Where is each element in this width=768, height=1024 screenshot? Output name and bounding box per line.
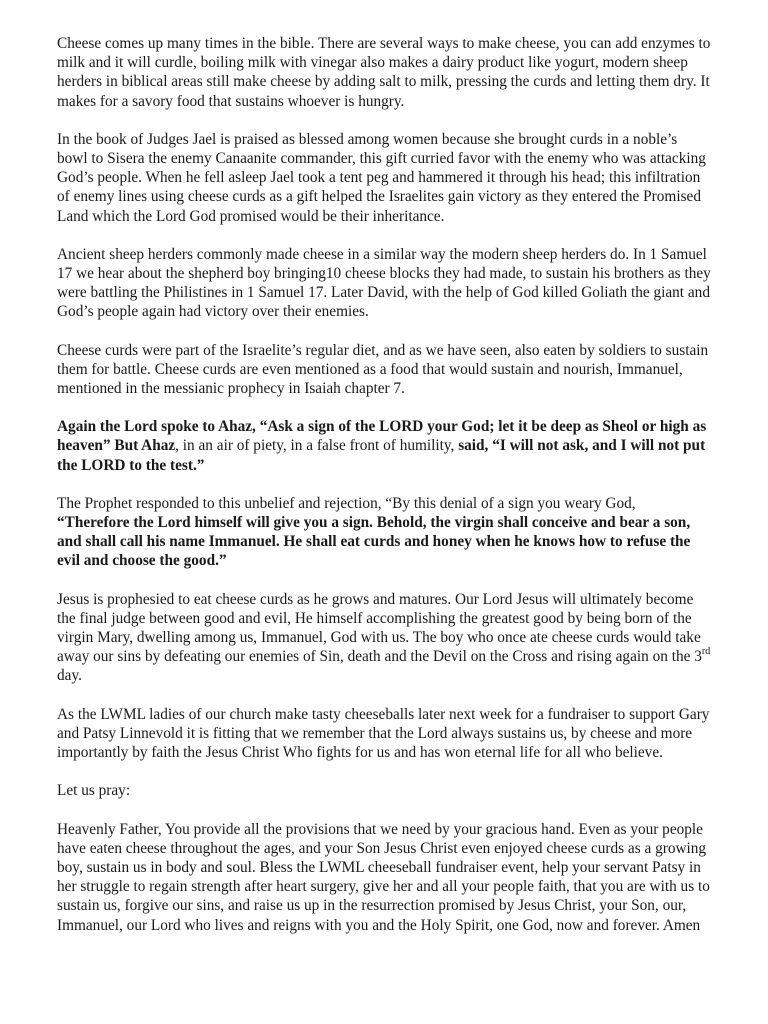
ahaz-narration: , in an air of piety, in a false front of humility, <box>175 437 459 455</box>
ordinal-superscript: rd <box>701 646 711 658</box>
jesus-text-end: day. <box>57 667 82 685</box>
prophet-intro: The Prophet responded to this unbelief and rejection, “By this denial of a sign you weary God, <box>57 494 636 512</box>
paragraph-jael: In the book of Judges Jael is praised as blessed among women because she brought curds in a noble’s bowl to Sisera the enemy Canaanite commander, this gift curried favor with the enemy who was attacking God’s people. When he fell asleep Jael took a tent peg and hammered it through his head; this infiltration of enemy lines using cheese curds as a gift helped the Israelites gain victory as they entered the Promised Land which the Lord God promised would be their inheritance. <box>57 130 706 225</box>
paragraph-prophet <box>57 494 711 571</box>
prophecy-quote-bold: “Therefore the Lord himself will give you a sign. Behold, the virgin shall conceive and bear a son, and shall call his name Immanuel. He shall eat curds and honey when he knows how to refuse the evil and choose the good.” <box>57 514 691 570</box>
ahaz-reply-bold: said, “I will not ask, and I will not put the LORD to the test.” <box>57 437 706 474</box>
paragraph-ahaz <box>57 417 711 475</box>
paragraph-israelite-diet: Cheese curds were part of the Israelite’s regular diet, and as we have seen, also eaten by soldiers to sustain them for battle. Cheese curds are even mentioned as a food that would sustain and nourish, Immanuel, mentioned in the messianic prophecy in Isaiah chapter 7. <box>57 341 709 398</box>
ahaz-quote-bold: Again the Lord spoke to Ahaz, “Ask a sign of the LORD your God; let it be deep as Sheol or high as heaven” But Ahaz <box>57 418 707 455</box>
paragraph-lwml: As the LWML ladies of our church make tasty cheeseballs later next week for a fundraiser to support Gary and Patsy Linnevold it is fitting that we remember that the Lord always sustains us, by cheese and more importantly by faith the Jesus Christ Who fights for us and has won eternal life for all who believe. <box>57 705 710 762</box>
paragraph-samuel: Ancient sheep herders commonly made cheese in a similar way the modern sheep herders do. In 1 Samuel 17 we hear about the shepherd boy bringing10 cheese blocks they had made, to sustain his brothers as they were battling the Philistines in 1 Samuel 17. Later David, with the help of God killed Goliath the giant and God’s people again had victory over their enemies. <box>57 245 711 321</box>
paragraph-let-us-pray: Let us pray: <box>57 782 131 800</box>
document-body <box>57 34 711 954</box>
paragraph-cheese-intro: Cheese comes up many times in the bible. There are several ways to make cheese, you can add enzymes to milk and it will curdle, boiling milk with vinegar also makes a dairy product like yogurt, modern sheep herders in biblical areas still make cheese by adding salt to milk, pressing the curds and letting them dry. It makes for a savory food that sustains whoever is hungry. <box>57 35 711 110</box>
paragraph-prayer: Heavenly Father, You provide all the provisions that we need by your gracious hand. Even as your people have eaten cheese throughout the ages, and your Son Jesus Christ even enjoyed cheese curds as a growing boy, sustain us in body and soul. Bless the LWML cheeseball fundraiser event, help your servant Patsy in her struggle to regain strength after heart surgery, give her and all your people faith, that you are with us to sustain us, forgive our sins, and raise us up in the resurrection promised by Jesus Christ, your Son, our, Immanuel, our Lord who lives and reigns with you and the Holy Spirit, one God, now and forever. Amen <box>57 820 710 934</box>
jesus-text: Jesus is prophesied to eat cheese curds as he grows and matures. Our Lord Jesus will ultimately become the final judge between good and evil, He himself accomplishing the greatest good by being born of the virgin Mary, dwelling among us, Immanuel, God with us. The boy who once ate cheese curds would take away our sins by defeating our enemies of Sin, death and the Devil on the Cross and rising again on the 3 <box>57 590 702 666</box>
paragraph-jesus-prophesied <box>57 590 711 686</box>
